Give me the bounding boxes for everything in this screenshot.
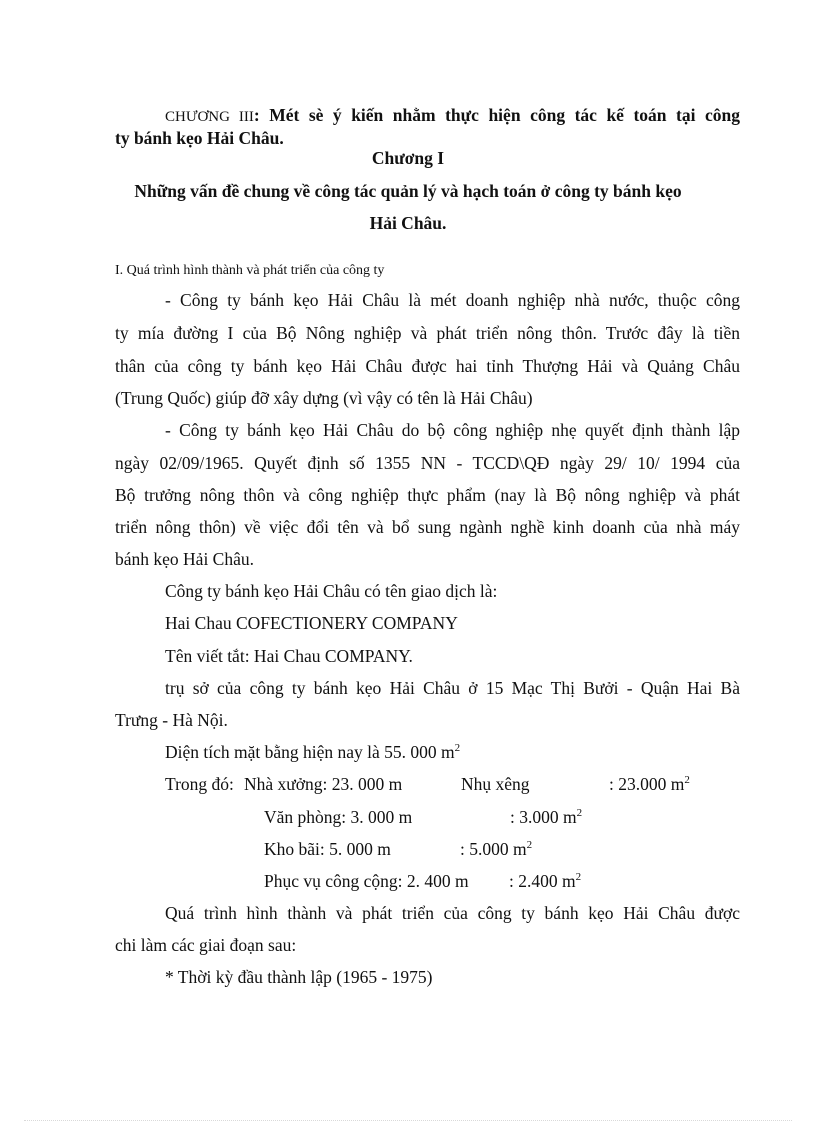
chapter-heading-line1: [165, 104, 740, 128]
chapter-prefix: CHƯƠNG III: [165, 109, 254, 125]
area-row-factory-exp: 2: [684, 774, 690, 787]
area-row-public-exp: 2: [575, 871, 582, 884]
stages-intro-line2: chi làm các giai đoạn sau:: [115, 935, 297, 955]
address-line2: Trưng - Hà Nội.: [115, 710, 228, 730]
paragraph2-line4: triển nông thôn) về việc đổi tên và bổ sung ngành nghề kinh doanh của nhà máy: [115, 517, 740, 537]
paragraph2-line1: - Công ty bánh kẹo Hải Châu do bộ công nghiệp nhẹ quyết định thành lập: [165, 420, 740, 440]
area-row-factory-value: : 23.000 m: [609, 774, 685, 794]
area-total-exp: 2: [454, 742, 461, 755]
area-row-warehouse-exp: 2: [526, 839, 533, 852]
area-row-public-value: : 2.400 m: [509, 871, 576, 891]
chapter-subtitle-line2: Hải Châu.: [369, 213, 447, 233]
trade-name: Hai Chau COFECTIONERY COMPANY: [165, 613, 458, 633]
area-row-office-exp: 2: [576, 807, 583, 820]
short-name: Tên viết tắt: Hai Chau COMPANY.: [165, 646, 413, 666]
chapter-subtitle-line1: Những vấn đề chung về công tác quản lý và hạch toán ở công ty bánh kẹo: [134, 181, 682, 201]
chapter-heading-text: : Mét sè ý kiến nhằm thực hiện công tác kế toán tại công: [253, 105, 740, 125]
paragraph2-line5: bánh kẹo Hải Châu.: [115, 549, 254, 569]
address-line1: trụ sở của công ty bánh kẹo Hải Châu ở 15 Mạc Thị Bưởi - Quận Hai Bà: [165, 678, 740, 698]
area-row-public-right: [509, 870, 581, 892]
chapter-heading-line2: ty bánh kẹo Hải Châu.: [115, 128, 284, 148]
area-row-public-left: Phục vụ công cộng: 2. 400 m: [264, 871, 469, 891]
page-bottom-rule: [24, 1120, 792, 1121]
paragraph2-line3: Bộ trưởng nông thôn và công nghiệp thực phẩm (nay là Bộ nông nghiệp và phát: [115, 485, 740, 505]
area-row-factory-mid: Nhụ xêng: [461, 774, 530, 794]
area-breakdown-label: Trong đó:: [165, 774, 234, 794]
area-row-office-left: Văn phòng: 3. 000 m: [264, 807, 413, 827]
first-stage: * Thời kỳ đầu thành lập (1965 - 1975): [165, 967, 433, 987]
section-heading: I. Quá trình hình thành và phát triển của công ty: [115, 263, 385, 278]
paragraph1-line4: (Trung Quốc) giúp đỡ xây dựng (vì vậy có tên là Hải Châu): [115, 388, 533, 408]
area-row-factory-right: [609, 773, 690, 795]
area-row-warehouse-value: : 5.000 m: [460, 839, 527, 859]
paragraph2-line2: ngày 02/09/1965. Quyết định số 1355 NN - TCCD\QĐ ngày 29/ 10/ 1994 của: [115, 453, 740, 473]
stages-intro-line1: Quá trình hình thành và phát triển của công ty bánh kẹo Hải Châu được: [165, 903, 740, 923]
area-row-warehouse-right: [460, 838, 532, 860]
paragraph1-line3: thân của công ty bánh kẹo Hải Châu được hai tỉnh Thượng Hải và Quảng Châu: [115, 356, 740, 376]
chapter-label: Chương I: [371, 148, 445, 168]
area-total: [165, 741, 460, 763]
trade-name-intro: Công ty bánh kẹo Hải Châu có tên giao dịch là:: [165, 581, 498, 601]
paragraph1-line2: ty mía đường I của Bộ Nông nghiệp và phát triển nông thôn. Trước đây là tiền: [115, 323, 740, 343]
area-total-text: Diện tích mặt bằng hiện nay là 55. 000 m: [165, 742, 455, 762]
paragraph1-line1: - Công ty bánh kẹo Hải Châu là mét doanh nghiệp nhà nước, thuộc công: [165, 290, 740, 310]
area-row-office-right: [510, 806, 582, 828]
area-row-warehouse-left: Kho bãi: 5. 000 m: [264, 839, 391, 859]
area-row-factory-left: Nhà xưởng: 23. 000 m: [244, 774, 403, 794]
area-row-office-value: : 3.000 m: [510, 807, 577, 827]
